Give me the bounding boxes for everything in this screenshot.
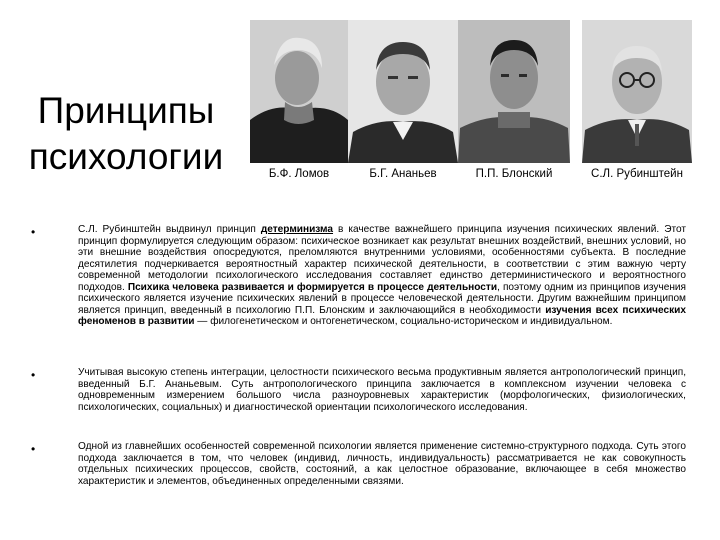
term-determinism: детерминизма: [260, 224, 334, 235]
caption-ananyev: Б.Г. Ананьев: [369, 168, 437, 180]
portrait-blonsky: [458, 20, 570, 163]
bullet-marker: •: [31, 442, 36, 456]
bullet-text: — филогенетическом и онтогенетическом, социально-историческом и индивидуальном.: [194, 316, 613, 328]
title-line-1: Принципы: [37, 90, 215, 131]
bullet-determinism: [78, 224, 686, 328]
portrait-photo-icon: [582, 20, 692, 163]
bold-statement-activity: Психика человека развивается и формируется в процессе деятельности: [127, 281, 498, 293]
portrait-photo-icon: [250, 20, 348, 163]
bullet-system-structural: Одной из главнейших особенностей современной психологии является применение системно-структурного подхода. Суть этого подхода заключается в том, что человек (индивид, личность, индивидуальность) рассматривается не как совокупность отдельных психических процессов, свойств, состояний, а как целостное образование, включающее в себя множество характеристик и элементов, объединенных определенными связями.: [78, 441, 686, 487]
bullet-text: , поэтому одним из принципов изучения психического является изучение психических явлений в процессе человеческой деятельности. Другим важнейшим принципом является принцип, введенный в психологию П.П. Блонским и заключающийся в необходимости: [78, 281, 687, 316]
portrait-photo-icon: [458, 20, 570, 163]
bullet-text: в качестве важнейшего принципа изучения психических явлений. Этот принцип формулируется следующим образом: психическое возникает как результат внешних воздействий, внешних условий, но эти внешние воздействия опосредуются, преломляются внутренними условиями, особенностями субъекта. В последние десятилетия подчеркивается вероятностный характер психической деятельности, в соответствии с этим важную черту современной методологии психологического исследования составляет единство детерминистического и вероятностного подходов.: [78, 224, 686, 293]
bullet-marker: •: [31, 225, 36, 239]
bullet-anthropological: Учитывая высокую степень интеграции, целостности психического весьма продуктивным является антропологический принцип, введенный Б.Г. Ананьевым. Суть антропологического принципа заключается в комплексном изучении человека с одновременным измерением большого числа разноуровневых характеристик (морфологических, физиологических, психологических, социальных) и диагностической ориентации психологического исследования.: [78, 367, 686, 413]
portrait-ananyev: [348, 20, 458, 163]
portrait-photo-icon: [348, 20, 458, 163]
caption-rubinstein: С.Л. Рубинштейн: [591, 168, 683, 180]
bold-statement-development: изучения всех психических феноменов в развитии: [78, 304, 686, 328]
caption-blonsky: П.П. Блонский: [475, 168, 553, 180]
bullet-text: С.Л. Рубинштейн выдвинул принцип: [78, 224, 261, 235]
title-line-2: психологии: [28, 136, 224, 177]
bullet-marker: •: [31, 368, 36, 382]
slide-title: [12, 88, 240, 180]
portrait-lomov: [250, 20, 348, 163]
caption-lomov: Б.Ф. Ломов: [268, 168, 330, 180]
portrait-rubinstein: [582, 20, 692, 163]
